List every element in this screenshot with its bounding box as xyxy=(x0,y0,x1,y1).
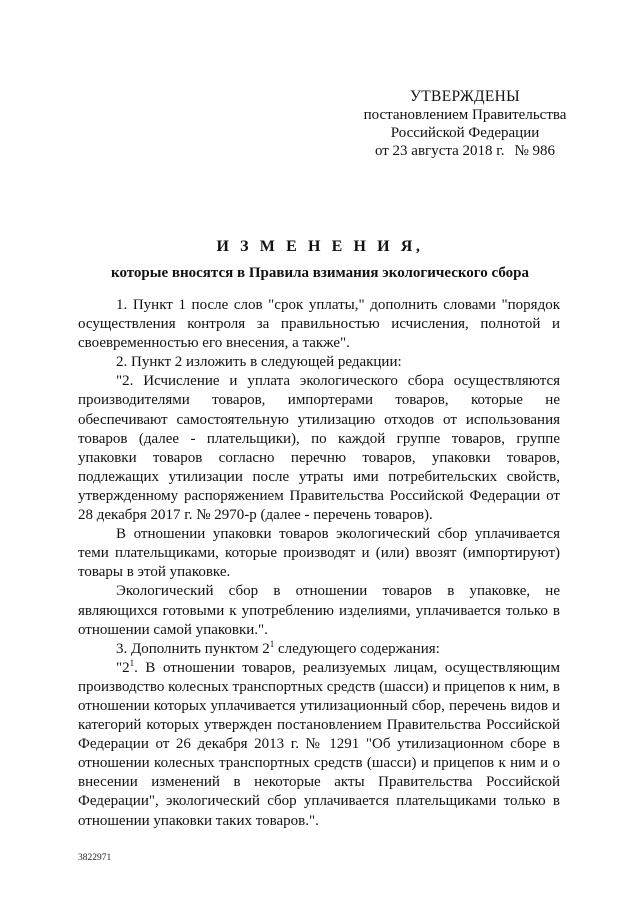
paragraph-1: 1. Пункт 1 после слов "срок уплаты," дополнить словами "порядок осуществления контроля за правильностью исчисления, полнотой и своевременностью его внесения, а также". xyxy=(78,297,560,352)
approval-title: УТВЕРЖДЕНЫ xyxy=(410,88,520,105)
document-body xyxy=(78,296,560,831)
paragraph-3: "2. Исчисление и уплата экологического сбора осуществляются производителями товаров, импортерами товаров, которые не обеспечивают самостоятельную утилизацию отходов от использования товаров (далее - плательщики), по каждой группе товаров, группе упаковки товаров согласно перечню товаров, упаковки товаров, подлежащих утилизации после утраты ими потребительских свойств, утвержденному распоряжением Правительства Российской Федерации от 28 декабря 2017 г. № 2970-р (далее - перечень товаров). xyxy=(78,373,560,524)
paragraph-2: 2. Пункт 2 изложить в следующей редакции: xyxy=(116,354,402,371)
paragraph-7-superscript: 1 xyxy=(129,657,135,668)
approval-authority-line: постановлением Правительства xyxy=(363,107,567,123)
paragraph-4: В отношении упаковки товаров экологический сбор уплачивается теми плательщиками, которые производят и (или) ввозят (импортируют) товары в этой упаковке. xyxy=(78,526,560,581)
paragraph-6-superscript: 1 xyxy=(269,638,275,649)
approval-stamp xyxy=(330,88,600,160)
approval-country-line: Российской Федерации xyxy=(390,125,540,141)
approval-number: № 986 xyxy=(514,143,556,159)
paragraph-5: Экологический сбор в отношении товаров в упаковке, не являющихся готовыми к употреблению изделиями, уплачивается только в отношении самой упаковки.". xyxy=(78,583,560,638)
paragraph-7-end: . В отношении товаров, реализуемых лицам, осуществляющим производство колесных транспортных средств (шасси) и прицепов к ним, в отношении которых уплачивается утилизационный сбор, перечень видов и категорий которых утвержден постановлением Правительства Российской Федерации от 26 декабря 2013 г. № 1291 "Об утилизационном сборе в отношении колесных транспортных средств (шасси) и прицепов к ним и о внесении изменений в некоторые акты Правительства Российской Федерации", экологический сбор уплачивается плательщиками только в отношении упаковки таких товаров.". xyxy=(78,659,560,829)
document-subtitle: которые вносятся в Правила взимания экологического сбора xyxy=(111,265,529,281)
paragraph-7-start: "2 xyxy=(116,659,130,676)
paragraph-6-end: следующего содержания: xyxy=(274,640,440,657)
document-title: И З М Е Н Е Н И Я, xyxy=(216,238,424,255)
paragraph-6 xyxy=(78,640,560,659)
paragraph-6-start: 3. Дополнить пунктом 2 xyxy=(116,640,270,657)
paragraph-7 xyxy=(78,659,560,831)
approval-date: от 23 августа 2018 г. xyxy=(374,143,505,159)
approval-date-line xyxy=(330,142,600,160)
document-code: 3822971 xyxy=(78,853,112,863)
